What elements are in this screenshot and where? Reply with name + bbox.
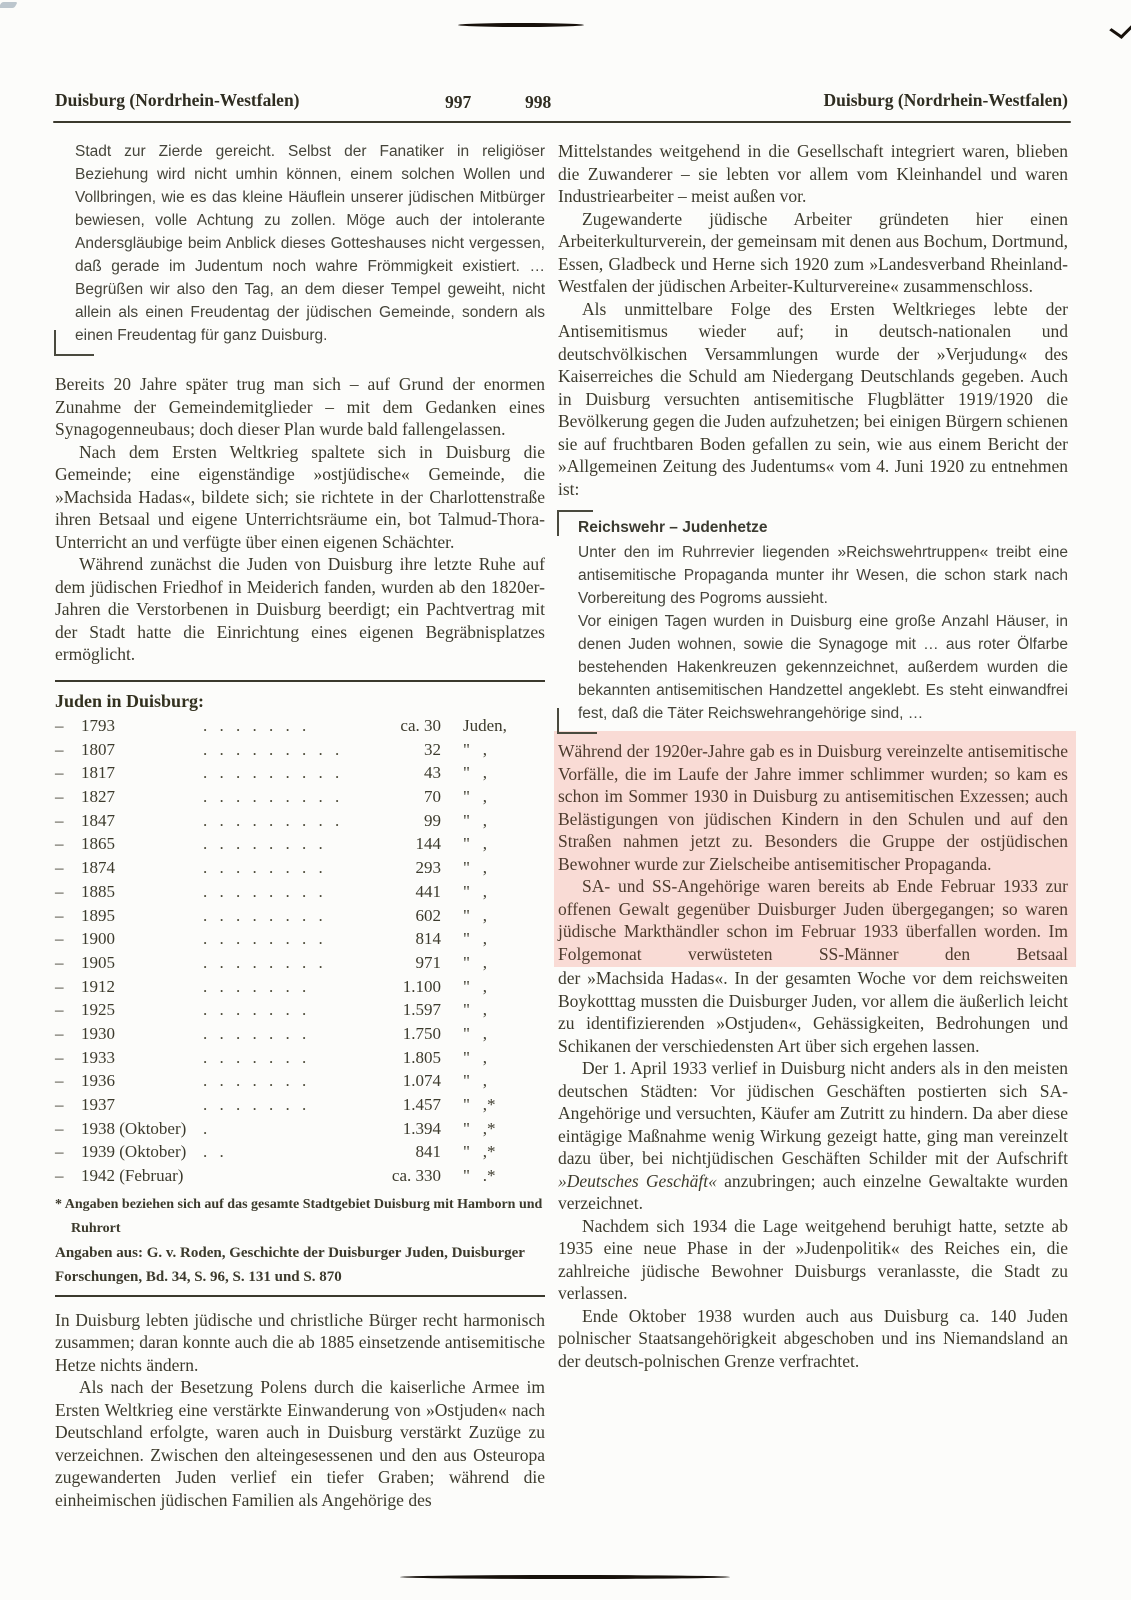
row-unit: " , — [463, 763, 487, 783]
footnote-source: Angaben aus: G. v. Roden, Geschichte der Duisburger Juden, Duisburger Forschungen, Bd. 34, S. 96, S. 131 und S. 870 — [55, 1244, 525, 1285]
scan-artifact-top-right — [1109, 18, 1131, 39]
highlighted-passage — [554, 731, 1076, 967]
row-year: 1865 — [81, 834, 115, 854]
row-unit: " , — [463, 952, 487, 972]
table-title: Juden in Duisburg: — [55, 690, 205, 711]
paragraph: Ende Oktober 1938 wurden auch aus Duisburg ca. 140 Juden polnischer Staatsangehörigkeit abgeschoben und ins Niemandsland an der deutsch-polnischen Grenze verfrachtet. — [558, 1305, 1068, 1371]
row-unit: " ,* — [463, 1142, 496, 1162]
paragraph-text: Der 1. April 1933 verlief in Duisburg nicht anders als in den meisten deutschen Städten: Vor jüdischen Geschäften postierten sich SA-Angehörige und versuchten, Käufer am Zutritt zu hindern. Da aber diese eintägige Maßnahme wenig Wirkung gezeigt hatte, ging man vereinzelt dazu über, bei nichtjüdischen Geschäften Schilder mit der Aufschrift — [558, 1058, 1068, 1168]
row-unit: " ,* — [463, 1095, 496, 1114]
quote-dedication-speech — [75, 140, 545, 347]
row-unit: " , — [463, 929, 487, 949]
row-value: 1.457 — [402, 1095, 441, 1114]
row-unit: " , — [463, 1000, 487, 1020]
row-value: 1.074 — [402, 1071, 441, 1091]
row-unit: " , — [463, 881, 487, 901]
row-value: 1.394 — [402, 1118, 441, 1138]
table-row — [55, 976, 545, 1000]
row-leader-dots: . . . . . . . . — [203, 881, 327, 901]
row-value: 70 — [424, 787, 441, 807]
row-leader-dots: . . . . . . . . . — [203, 787, 344, 807]
paragraph — [558, 1057, 1068, 1215]
italic-phrase: »Deutsches Geschäft« — [558, 1170, 717, 1191]
row-year: 1874 — [81, 858, 115, 878]
table-row — [55, 1141, 545, 1165]
row-dash: – — [55, 716, 64, 735]
table-row — [55, 786, 545, 810]
row-year: 1933 — [81, 1047, 115, 1067]
scan-artifact-top-left — [0, 2, 18, 8]
quote-start-bracket — [557, 510, 593, 536]
row-unit: " , — [463, 1047, 487, 1067]
row-dash: – — [55, 1166, 64, 1186]
row-unit: Juden, — [463, 716, 507, 735]
scan-artifact-top-line — [458, 23, 584, 27]
row-dash: – — [55, 976, 64, 996]
row-value: 841 — [415, 1142, 441, 1162]
row-unit: " , — [463, 739, 487, 759]
row-value: 293 — [415, 858, 441, 878]
table-row — [55, 810, 545, 834]
row-leader-dots: . . — [203, 1142, 228, 1162]
row-value: 43 — [424, 763, 441, 783]
row-year: 1930 — [81, 1023, 115, 1043]
table-row — [55, 999, 545, 1023]
row-dash: – — [55, 881, 64, 901]
table-row — [55, 857, 545, 881]
row-leader-dots: . . . . . . . . — [203, 952, 327, 972]
table-row — [55, 1165, 545, 1189]
row-dash: – — [55, 905, 64, 925]
row-leader-dots: . — [203, 1118, 212, 1138]
row-leader-dots: . . . . . . . . . — [203, 739, 344, 759]
row-unit: " , — [463, 1023, 487, 1043]
row-unit: " , — [463, 1071, 487, 1091]
page-number-997: 997 — [445, 92, 472, 112]
row-year: 1925 — [81, 1000, 115, 1020]
quote-text: Stadt zur Zierde gereicht. Selbst der Fanatiker in religiöser Beziehung wird nicht umhin können, einem solchen Wollen und Vollbringen, wie es das kleine Häuflein unserer jüdischen Mitbürger bewiesen, volle Achtung zu zollen. Möge auch der intolerante Andersgläubige beim Anblick dieses Gotteshauses nicht vergessen, daß gerade im Judentum noch wahre Frömmigkeit existiert. … Begrüßen wir also den Tag, an dem dieser Tempel geweiht, nicht allein als einen Freudentag der jüdischen Gemeinde, sondern als einen Freudentag für ganz Duisburg. — [75, 143, 545, 344]
row-value: 99 — [424, 810, 441, 830]
row-value: ca. 330 — [391, 1166, 441, 1186]
row-unit: " , — [463, 834, 487, 854]
row-unit: " , — [463, 810, 487, 830]
highlighted-paragraph: Während der 1920er-Jahre gab es in Duisburg vereinzelte antisemitische Vorfälle, die im Laufe der Jahre immer schlimmer wurden; so kam es schon im Sommer 1930 in Duisburg zu antisemitischen Exzessen; auch Belästigungen von jüdischen Kindern in den Schulen und auf den Straßen nahmen jetzt zu. Besonders die Gruppe der ostjüdischen Bewohner wurde zur Zielscheibe antisemitischer Propaganda. — [558, 741, 1068, 874]
row-year: 1885 — [81, 881, 115, 901]
row-value: 971 — [415, 952, 441, 972]
row-year: 1847 — [81, 810, 115, 830]
table-footnotes — [55, 1193, 545, 1289]
scan-artifact-bottom-line — [400, 1575, 730, 1579]
table-row — [55, 1070, 545, 1094]
highlighted-paragraph: SA- und SS-Angehörige waren bereits ab Ende Februar 1933 zur offenen Gewalt gegenüber Duisburger Juden übergegangen; so waren jüdische Markthändler schon im Februar 1933 überfallen worden. Im Folgemonat verwüsteten SS-Männer den Betsaal — [558, 876, 1068, 964]
row-leader-dots: . . . . . . . . — [203, 905, 327, 925]
table-row — [55, 1023, 545, 1047]
row-year: 1793 — [81, 716, 115, 735]
page-header — [55, 90, 1068, 116]
row-unit: " , — [463, 976, 487, 996]
row-year: 1938 (Oktober) — [81, 1118, 187, 1138]
row-year: 1817 — [81, 763, 115, 783]
row-dash: – — [55, 739, 64, 759]
row-leader-dots: . . . . . . . — [203, 1095, 311, 1114]
row-year: 1895 — [81, 905, 115, 925]
paragraph: Bereits 20 Jahre später trug man sich – auf Grund der enormen Zunahme der Gemeindemitglieder – mit dem Gedanken eines Synagogenneubaus; doch dieser Plan wurde bald fallengelassen. — [55, 374, 545, 439]
row-unit: " .* — [463, 1166, 496, 1186]
row-leader-dots: . . . . . . . — [203, 1047, 311, 1067]
paragraph: In Duisburg lebten jüdische und christliche Bürger recht harmonisch zusammen; daran konnte auch die ab 1885 einsetzende antisemitische Hetze nichts ändern. — [55, 1309, 545, 1375]
paragraph-continuation: der »Machsida Hadas«. In der gesamten Woche vor dem reichsweiten Boykotttag mussten die Duisburger Juden, vor allem die äußerlich leicht zu identifizierenden »Ostjuden«, Gehässigkeiten, Bedrohungen und Schikanen der verschiedensten Art über sich ergehen lassen. — [558, 968, 1068, 1056]
row-dash: – — [55, 810, 64, 830]
row-leader-dots: . . . . . . . — [203, 976, 311, 996]
row-leader-dots: . . . . . . . — [203, 1023, 311, 1043]
row-dash: – — [55, 1047, 64, 1067]
row-leader-dots: . . . . . . . — [203, 716, 311, 735]
row-leader-dots: . . . . . . . . . — [203, 810, 344, 830]
row-year: 1827 — [81, 787, 115, 807]
row-unit: " ,* — [463, 1118, 496, 1138]
header-rule — [53, 121, 1071, 123]
row-leader-dots: . . . . . . . — [203, 1000, 311, 1020]
footnote-star: * Angaben beziehen sich auf das gesamte Stadtgebiet Duisburg mit Hamborn und Ruhrort — [55, 1196, 543, 1236]
row-dash: – — [55, 858, 64, 878]
table-row — [55, 739, 545, 763]
running-title-right: Duisburg (Nordrhein-Westfalen) — [823, 90, 1068, 110]
row-value: 1.805 — [402, 1047, 441, 1067]
row-leader-dots: . . . . . . . — [203, 1071, 311, 1091]
paragraph: Mittelstandes weitgehend in die Gesellschaft integriert waren, blieben die Zuwanderer – sie lebten vor allem vom Kleinhandel und waren Industriearbeiter – meist außen vor. — [558, 141, 1068, 206]
paragraph: Nachdem sich 1934 die Lage weitgehend beruhigt hatte, setzte ab 1935 eine neue Phase in der »Judenpolitik« des Reiches ein, die zahlreiche jüdische Bewohner Duisburgs veranlasste, die Stadt zu verlassen. — [558, 1215, 1068, 1303]
row-dash: – — [55, 1023, 64, 1043]
row-value: 1.597 — [402, 1000, 441, 1020]
table-row — [55, 952, 545, 976]
quote-end-bracket — [54, 330, 94, 356]
paragraph: Zugewanderte jüdische Arbeiter gründeten hier einen Arbeiterkulturverein, der gemeinsam mit denen aus Bochum, Dortmund, Essen, Gladbeck und Herne sich 1920 zum »Landesverband Rheinland-Westfalen der jüdischen Arbeiter-Kulturvereine« zusammenschloss. — [558, 208, 1068, 296]
column-right — [558, 140, 1068, 1372]
row-value: 1.750 — [402, 1023, 441, 1043]
paragraph: Nach dem Ersten Weltkrieg spaltete sich in Duisburg die Gemeinde; eine eigenständige »ostjüdische« Gemeinde, die »Machsida Hadas«, bildete sich; sie richtete in der Charlottenstraße ihren Betsaal und eigene Unterrichtsräume ein, bot Talmud-Thora-Unterricht an und verfügte über einen eigenen Schächter. — [55, 441, 545, 552]
table-row — [55, 1047, 545, 1071]
row-year: 1936 — [81, 1071, 115, 1091]
column-left — [55, 140, 545, 1511]
row-dash: – — [55, 929, 64, 949]
row-value: 32 — [424, 739, 441, 759]
row-value: 1.100 — [402, 976, 441, 996]
row-value: 441 — [415, 881, 441, 901]
row-unit: " , — [463, 905, 487, 925]
row-dash: – — [55, 1118, 64, 1138]
row-leader-dots: . . . . . . . . — [203, 834, 327, 854]
quote-text: Unter den im Ruhrrevier liegenden »Reichswehrtruppen« treibt eine antisemitische Propaganda munter ihr Wesen, die schon stark nach Vorbereitung des Pogroms aussieht. — [578, 544, 1068, 607]
paragraph-text: anzubringen; auch einzelne Gewaltakte wurden verzeichnet. — [558, 1170, 1068, 1213]
row-dash: – — [55, 952, 64, 972]
jewish-population-table — [55, 715, 545, 1189]
table-row — [55, 1094, 545, 1118]
quote-end-bracket — [557, 708, 597, 734]
row-dash: – — [55, 1095, 64, 1114]
row-unit: " , — [463, 858, 487, 878]
row-year: 1937 — [81, 1095, 115, 1114]
row-value: 144 — [415, 834, 441, 854]
quote-text: Vor einigen Tagen wurden in Duisburg eine große Anzahl Häuser, in denen Juden wohnen, sowie die Synagoge mit … aus roter Ölfarbe bestehenden Hakenkreuzen gekennzeichnet, außerdem wurden die bekannten antisemitischen Handzettel angeklebt. Es steht einwandfrei fest, daß die Täter Reichswehrangehörige sind, … — [578, 613, 1068, 722]
quote-newspaper-report — [578, 516, 1068, 725]
row-dash: – — [55, 1000, 64, 1020]
row-year: 1942 (Februar) — [81, 1166, 184, 1186]
row-value: ca. 30 — [400, 716, 441, 735]
row-dash: – — [55, 1071, 64, 1091]
row-year: 1905 — [81, 952, 115, 972]
row-year: 1912 — [81, 976, 115, 996]
row-value: 602 — [415, 905, 441, 925]
section-rule-top — [55, 680, 545, 682]
table-row — [55, 833, 545, 857]
row-leader-dots: . . . . . . . . — [203, 858, 327, 878]
table-row — [55, 715, 545, 739]
table-row — [55, 1118, 545, 1142]
table-row — [55, 881, 545, 905]
row-year: 1900 — [81, 929, 115, 949]
row-year: 1939 (Oktober) — [81, 1142, 187, 1162]
table-row — [55, 762, 545, 786]
row-dash: – — [55, 763, 64, 783]
row-leader-dots: . . . . . . . . . — [203, 763, 344, 783]
page-number-998: 998 — [525, 92, 552, 112]
table-row — [55, 928, 545, 952]
quote-title: Reichswehr – Judenhetze — [578, 519, 768, 536]
paragraph: Als unmittelbare Folge des Ersten Weltkrieges lebte der Antisemitismus wieder auf; in deutsch-nationalen und deutschvölkischen Versammlungen wurde der »Verjudung« des Kaiserreiches die Schuld am Niedergang Deutschlands gegeben. Auch in Duisburg versuchten antisemitische Flugblätter 1919/1920 die Bevölkerung gegen die Juden aufzuhetzen; bei einigen Bürgern schienen sie auf fruchtbaren Boden gefallen zu sein, wie aus einem Bericht der »Allgemeinen Zeitung des Judentums« vom 4. Juni 1920 zu entnehmen ist: — [558, 298, 1068, 499]
row-year: 1807 — [81, 739, 115, 759]
table-row — [55, 905, 545, 929]
row-unit: " , — [463, 787, 487, 807]
row-dash: – — [55, 1142, 64, 1162]
row-dash: – — [55, 834, 64, 854]
row-dash: – — [55, 787, 64, 807]
running-title-left: Duisburg (Nordrhein-Westfalen) — [55, 90, 300, 110]
paragraph: Als nach der Besetzung Polens durch die kaiserliche Armee im Ersten Weltkrieg eine verstärkte Einwanderung von »Ostjuden« nach Deutschland erfolgte, waren auch in Duisburg verstärkt Zuzüge zu verzeichnen. Zwischen den alteingesessenen und den aus Osteuropa zugewanderten Juden verlief ein tiefer Graben; während die einheimischen jüdischen Familien als Angehörige des — [55, 1377, 545, 1510]
row-value: 814 — [415, 929, 441, 949]
paragraph: Während zunächst die Juden von Duisburg ihre letzte Ruhe auf dem jüdischen Friedhof in Meiderich fanden, wurden ab den 1820er-Jahren die Verstorbenen in Duisburg beerdigt; ein Pachtvertrag mit der Stadt hatte die Einrichtung eines eigenen Begräbnisplatzes ermöglicht. — [55, 554, 545, 664]
row-leader-dots: . . . . . . . . — [203, 929, 327, 949]
